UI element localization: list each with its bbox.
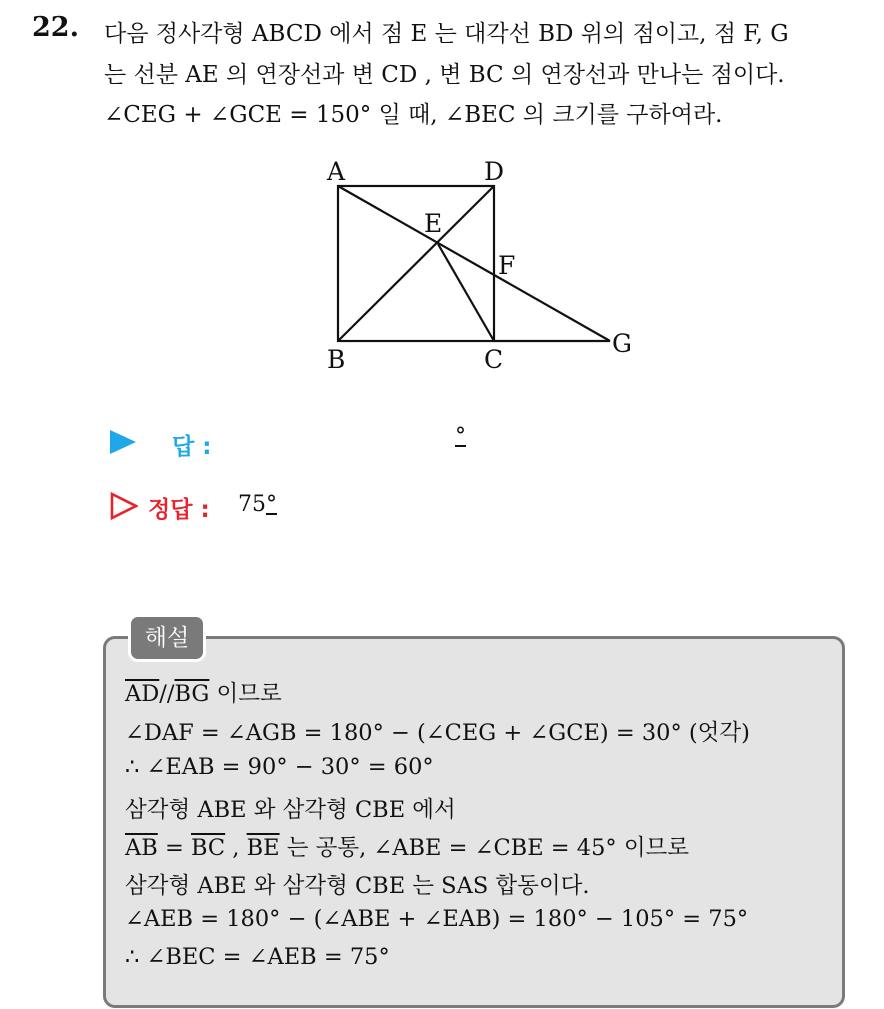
equals-sign: = [157, 835, 191, 861]
problem-line-3: ∠CEG + ∠GCE = 150° 일 때, ∠BEC 의 크기를 구하여라. [104, 102, 723, 128]
solution-line-1 [125, 676, 282, 708]
solution-line-6: 삼각형 ABE 와 삼각형 CBE 는 SAS 합동이다. [125, 873, 590, 899]
problem-line-2: 는 선분 AE 의 연장선과 변 CD , 변 BC 의 연장선과 만나는 점이다. [104, 62, 785, 88]
solution-line-5 [125, 830, 689, 862]
problem-number: 22. [32, 12, 79, 43]
answer-blank[interactable] [455, 424, 466, 449]
play-icon [110, 430, 136, 454]
solution-tag: 해설 [128, 614, 206, 662]
label-g: G [612, 329, 632, 358]
solution-line-7: ∠AEB = 180° − (∠ABE + ∠EAB) = 180° − 105° = 75° [125, 906, 749, 932]
label-e: E [424, 209, 443, 238]
segment-bc: $\overline{BC}$ [190, 835, 226, 861]
problem-line-1: 다음 정사각형 ABCD 에서 점 E 는 대각선 BD 위의 점이고, 점 F, G [104, 21, 789, 47]
answer-label: 답 : [172, 434, 212, 460]
correct-value: 75 [238, 492, 266, 517]
parallel-sign: // [159, 681, 175, 707]
answer-unit: ° [455, 424, 466, 449]
line-ag [338, 186, 610, 341]
solution-line-2: ∠DAF = ∠AGB = 180° − (∠CEG + ∠GCE) = 30° (엇각) [125, 720, 750, 746]
line1-rest: 이므로 [209, 681, 282, 707]
segment-be: $\overline{BE}$ [246, 835, 280, 861]
geometry-figure [318, 158, 648, 383]
correct-label: 정답 : [148, 497, 210, 523]
segment-ad: $\overline{AD}$ [125, 681, 160, 707]
correct-value-wrap [238, 492, 277, 517]
label-b: B [327, 345, 346, 374]
segment-ab: $\overline{AB}$ [125, 835, 158, 861]
solution-line-3: ∴ ∠EAB = 90° − 30° = 60° [125, 754, 434, 780]
segment-bg: $\overline{BG}$ [174, 681, 210, 707]
label-a: A [327, 158, 346, 186]
label-f: F [498, 251, 516, 280]
label-d: D [484, 158, 505, 186]
solution-line-8: ∴ ∠BEC = ∠AEB = 75° [125, 944, 390, 970]
correct-unit: ° [266, 492, 277, 517]
label-c: C [484, 345, 504, 374]
comma: , [225, 835, 247, 861]
diagonal-bd [338, 186, 494, 341]
line5-rest: 는 공통, ∠ABE = ∠CBE = 45° 이므로 [279, 835, 690, 861]
play-outline-icon [110, 492, 138, 520]
figure-svg [318, 158, 648, 383]
solution-line-4: 삼각형 ABE 와 삼각형 CBE 에서 [125, 797, 456, 823]
